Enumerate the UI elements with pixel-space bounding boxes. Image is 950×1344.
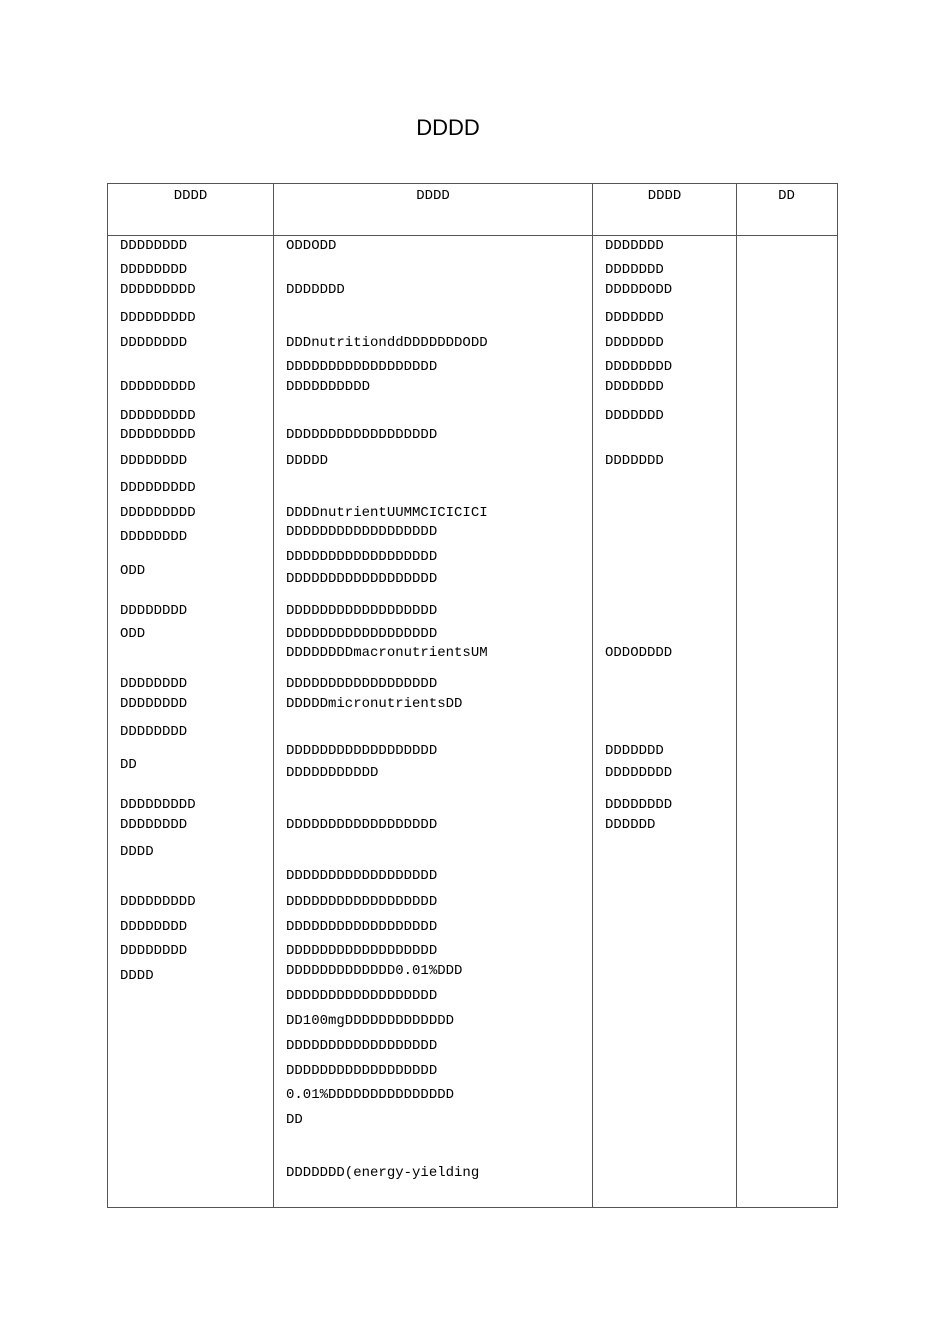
table-cell-text: DDDDDDD [605, 238, 664, 254]
table-cell-text: DDDDDDDDDD [286, 379, 371, 395]
table-cell-text: DDDDDDDDDDDDDDDDDD [286, 1063, 438, 1079]
table-cell-text: DDDD [120, 844, 154, 860]
table-cell-text: ODDODD [286, 238, 337, 254]
header-divider [108, 235, 837, 236]
table-cell-text: DDDDDDDD [120, 603, 188, 619]
table-cell-text: DDDDnutrientUUMMCICICICI [286, 505, 488, 521]
table-cell-text: DDDDDDDDDDDDDDDDDD [286, 988, 438, 1004]
table-cell-text: DDDDDDDDDDDDDDDDDD [286, 817, 438, 833]
table-cell-text: DDDDDDD [605, 335, 664, 351]
table-cell-text: DDDDDDDDDDDDD0.01%DDD [286, 963, 463, 979]
table-cell-text: ODDODDDD [605, 645, 673, 661]
table-cell-text: DDDDDDD [286, 282, 345, 298]
table-cell-text: DDDDDDDDD [120, 427, 196, 443]
header-cell-4: DD [778, 188, 795, 204]
table-cell-text: DDDDDDDDD [120, 480, 196, 496]
table-cell-text: DDDDDDDDmacronutrientsUM [286, 645, 488, 661]
table-cell-text: DDDDDDDD [605, 797, 673, 813]
table-cell-text: DDDDD [286, 453, 329, 469]
table-cell-text: DDDDDDD(energy-yielding [286, 1165, 480, 1181]
table-cell-text: DDDDDDD [605, 379, 664, 395]
table-cell-text: 0.01%DDDDDDDDDDDDDDD [286, 1087, 455, 1103]
table-cell-text: DDDDDDDDDDDDDDDDDD [286, 524, 438, 540]
table-cell-text: DDDDDDDDD [120, 797, 196, 813]
table-cell-text: DDDDDDDDDDDDDDDDDD [286, 868, 438, 884]
table-cell-text: DDDDDDDD [120, 676, 188, 692]
table-cell-text: DDDDDDDDD [120, 894, 196, 910]
table-cell-text: DDDDDDD [605, 743, 664, 759]
table-cell-text: DDDDDDDD [120, 696, 188, 712]
table-cell-text: DDDDDDDDD [120, 505, 196, 521]
table-cell-text: DDDDDDD [605, 453, 664, 469]
table-cell-text: DDDDDDDD [120, 919, 188, 935]
table-cell-text: DDDDDDDDDDDDDDDDDD [286, 919, 438, 935]
table-cell-text: DD [286, 1112, 303, 1128]
table-cell-text: DDDDDDDD [120, 817, 188, 833]
table-cell-text: DDDD [120, 968, 154, 984]
table-cell-text: DDDDDmicronutrientsDD [286, 696, 463, 712]
column-divider [592, 184, 593, 1207]
table-cell-text: DDDDDDDD [120, 529, 188, 545]
table-cell-text: DDDDDDDDDDDDDDDDDD [286, 359, 438, 375]
table-cell-text: DDDDDDDD [605, 359, 673, 375]
table-cell-text: DDDDDDDDDDD [286, 765, 379, 781]
table-cell-text: DDDDDDDDDDDDDDDDDD [286, 743, 438, 759]
table-cell-text: DDDDDDDDDDDDDDDDDD [286, 603, 438, 619]
column-divider [273, 184, 274, 1207]
table-cell-text: DDDDDODD [605, 282, 673, 298]
table-cell-text: DDDDDDD [605, 262, 664, 278]
header-cell-3: DDDD [647, 188, 682, 204]
header-cell-1: DDDD [173, 188, 208, 204]
table-cell-text: DD100mgDDDDDDDDDDDDD [286, 1013, 455, 1029]
table-cell-text: DDDDDDDD [120, 453, 188, 469]
table-cell-text: DDDDDDD [605, 408, 664, 424]
table-cell-text: DD [120, 757, 137, 773]
table-cell-text: DDDDDDDDDDDDDDDDDD [286, 626, 438, 642]
table-cell-text: ODD [120, 563, 146, 579]
table-cell-text: DDDDDDDDDDDDDDDDDD [286, 676, 438, 692]
table-cell-text: DDDDDD [605, 817, 656, 833]
table-cell-text: DDDDDDDD [120, 262, 188, 278]
content-table [107, 183, 838, 1208]
table-cell-text: DDDDDDD [605, 310, 664, 326]
table-cell-text: DDDDDDDDDDDDDDDDDD [286, 571, 438, 587]
page-title: DDDD [416, 115, 480, 140]
table-cell-text: DDDDDDDDD [120, 408, 196, 424]
table-cell-text: DDDDDDDDDDDDDDDDDD [286, 1038, 438, 1054]
table-cell-text: DDDDDDDDDDDDDDDDDD [286, 894, 438, 910]
table-cell-text: DDDDDDDD [120, 335, 188, 351]
table-cell-text: DDDDDDDDD [120, 379, 196, 395]
table-cell-text: DDDnutritionddDDDDDDDODD [286, 335, 488, 351]
table-cell-text: DDDDDDDDD [120, 282, 196, 298]
table-cell-text: ODD [120, 626, 146, 642]
table-cell-text: DDDDDDDDDDDDDDDDDD [286, 549, 438, 565]
table-cell-text: DDDDDDDDDDDDDDDDDD [286, 427, 438, 443]
header-cell-2: DDDD [416, 188, 450, 204]
table-cell-text: DDDDDDDD [120, 943, 188, 959]
table-cell-text: DDDDDDDDDDDDDDDDDD [286, 943, 438, 959]
table-cell-text: DDDDDDDDD [120, 310, 196, 326]
table-cell-text: DDDDDDDD [120, 724, 188, 740]
table-cell-text: DDDDDDDD [120, 238, 188, 254]
column-divider [736, 184, 737, 1207]
table-cell-text: DDDDDDDD [605, 765, 673, 781]
